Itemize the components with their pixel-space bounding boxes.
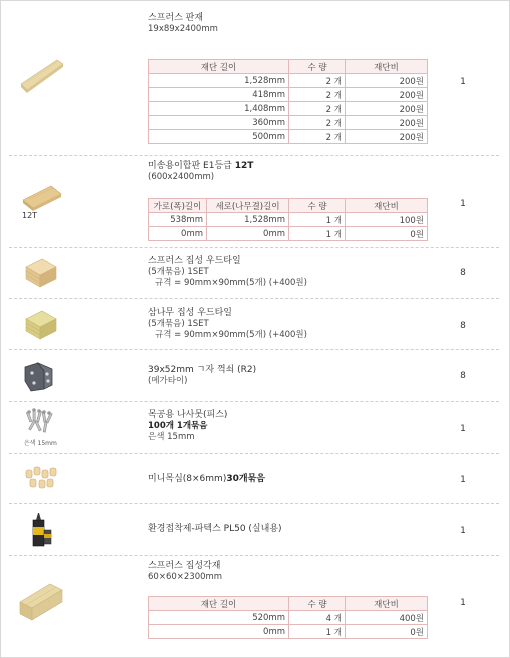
item-quantity: 1 — [460, 475, 466, 485]
col-header: 재단비 — [346, 60, 428, 74]
item-option: (5개묶음) 1SET — [148, 319, 209, 329]
adhesive-tube-thumbnail — [26, 512, 54, 550]
wood-board-thumbnail — [19, 56, 65, 96]
wood-tile-thumbnail — [22, 255, 60, 291]
list-item — [9, 248, 499, 299]
cut-fee: 200원 — [346, 102, 428, 116]
table-row — [149, 88, 428, 102]
item-brand: (메가타이) — [148, 376, 188, 386]
item-info — [148, 256, 428, 289]
item-quantity: 8 — [460, 268, 466, 278]
list-item — [9, 556, 499, 656]
col-header: 재단 길이 — [149, 597, 289, 611]
cut-count: 4 개 — [289, 611, 346, 625]
table-row — [149, 625, 428, 639]
col-header: 수 량 — [289, 597, 346, 611]
cut-fee: 400원 — [346, 611, 428, 625]
cut-length: 360mm — [149, 116, 289, 130]
cut-length: 1,408mm — [149, 102, 289, 116]
list-item — [9, 299, 499, 350]
item-title-bold: 30개묶음 — [226, 474, 265, 484]
cut-fee: 200원 — [346, 116, 428, 130]
cut-length: 1,528mm — [149, 74, 289, 88]
item-option: (5개묶음) 1SET — [148, 267, 209, 277]
cut-count: 1 개 — [289, 625, 346, 639]
item-title — [148, 474, 428, 485]
item-info — [148, 561, 428, 583]
item-title: 삼나무 집성 우드타일 — [148, 308, 232, 318]
item-spec: 60×60×2300mm — [148, 572, 223, 582]
col-header: 가로(폭)길이 — [149, 199, 207, 213]
table-row — [149, 74, 428, 88]
cut-count: 2 개 — [289, 74, 346, 88]
item-quantity: 8 — [460, 371, 466, 381]
cut-count: 2 개 — [289, 130, 346, 144]
item-quantity: 1 — [460, 598, 466, 608]
table-row — [149, 213, 428, 227]
list-item — [9, 0, 499, 156]
cut-length: 1,528mm — [207, 213, 289, 227]
col-header: 세로(나무결)길이 — [207, 199, 289, 213]
list-item — [9, 504, 499, 556]
cut-table — [148, 596, 428, 639]
table-row — [149, 102, 428, 116]
item-title: 스프러스 집성 우드타일 — [148, 256, 241, 266]
item-spec: 규격 = 90mm×90mm(5개) (+400원) — [155, 278, 307, 288]
table-row — [149, 130, 428, 144]
item-quantity: 1 — [460, 526, 466, 536]
cut-count: 1 개 — [289, 227, 346, 241]
item-spec: 은색 15mm — [148, 432, 195, 442]
cut-length: 418mm — [149, 88, 289, 102]
item-spec: 19x89x2400mm — [148, 24, 218, 34]
item-title: 환경접착제-파텍스 PL50 (실내용) — [148, 524, 282, 534]
col-header: 재단비 — [346, 199, 428, 213]
screw-thumbnail — [24, 406, 56, 436]
cut-length: 0mm — [149, 625, 289, 639]
cut-table — [148, 198, 428, 241]
item-quantity: 8 — [460, 321, 466, 331]
table-row — [149, 116, 428, 130]
item-info — [148, 365, 428, 387]
item-title-text: 미니목심(8×6mm) — [148, 474, 227, 484]
cut-length: 500mm — [149, 130, 289, 144]
col-header: 재단비 — [346, 597, 428, 611]
cut-count: 2 개 — [289, 116, 346, 130]
cut-count: 2 개 — [289, 88, 346, 102]
item-title: 39x52mm ㄱ자 꺽쇠 (R2) — [148, 365, 257, 375]
table-row — [149, 227, 428, 241]
cut-count: 1 개 — [289, 213, 346, 227]
item-info — [148, 13, 428, 35]
wood-tile-thumbnail — [22, 307, 60, 343]
cut-length: 520mm — [149, 611, 289, 625]
list-item — [9, 350, 499, 402]
thumb-label: 은색 15mm — [24, 440, 57, 447]
item-title: 스프러스 판재 — [148, 13, 204, 23]
item-title-bold: 12T — [234, 161, 254, 171]
item-spec: (600x2400mm) — [148, 172, 215, 182]
item-title: 목공용 나사못(피스) — [148, 410, 228, 420]
cut-fee: 200원 — [346, 130, 428, 144]
item-quantity: 1 — [460, 424, 466, 434]
cut-count: 2 개 — [289, 102, 346, 116]
item-quantity: 1 — [460, 77, 466, 87]
lumber-thumbnail — [18, 580, 64, 624]
item-quantity: 1 — [460, 199, 466, 209]
item-info — [148, 524, 428, 535]
item-option: 100개 1개묶음 — [148, 421, 208, 431]
cut-width: 0mm — [149, 227, 207, 241]
item-title — [148, 161, 428, 172]
item-info — [148, 410, 428, 443]
list-item — [9, 402, 499, 454]
col-header: 수 량 — [289, 60, 346, 74]
col-header: 재단 길이 — [149, 60, 289, 74]
table-row — [149, 611, 428, 625]
thumb-label: 12T — [22, 211, 38, 220]
cut-fee: 0원 — [346, 227, 428, 241]
item-title: 스프러스 집성각재 — [148, 561, 221, 571]
cut-fee: 0원 — [346, 625, 428, 639]
col-header: 수 량 — [289, 199, 346, 213]
item-info — [148, 308, 428, 341]
list-item — [9, 156, 499, 248]
bracket-thumbnail — [22, 361, 56, 393]
item-title-text: 미송용이합판 E1등급 — [148, 161, 235, 171]
cut-fee: 200원 — [346, 88, 428, 102]
item-spec: 규격 = 90mm×90mm(5개) (+400원) — [155, 330, 307, 340]
cut-table — [148, 59, 428, 144]
cut-width: 538mm — [149, 213, 207, 227]
item-info — [148, 474, 428, 485]
cut-fee: 100원 — [346, 213, 428, 227]
item-info — [148, 161, 428, 183]
list-item — [9, 454, 499, 504]
dowel-thumbnail — [23, 464, 59, 492]
cut-length: 0mm — [207, 227, 289, 241]
cut-fee: 200원 — [346, 74, 428, 88]
